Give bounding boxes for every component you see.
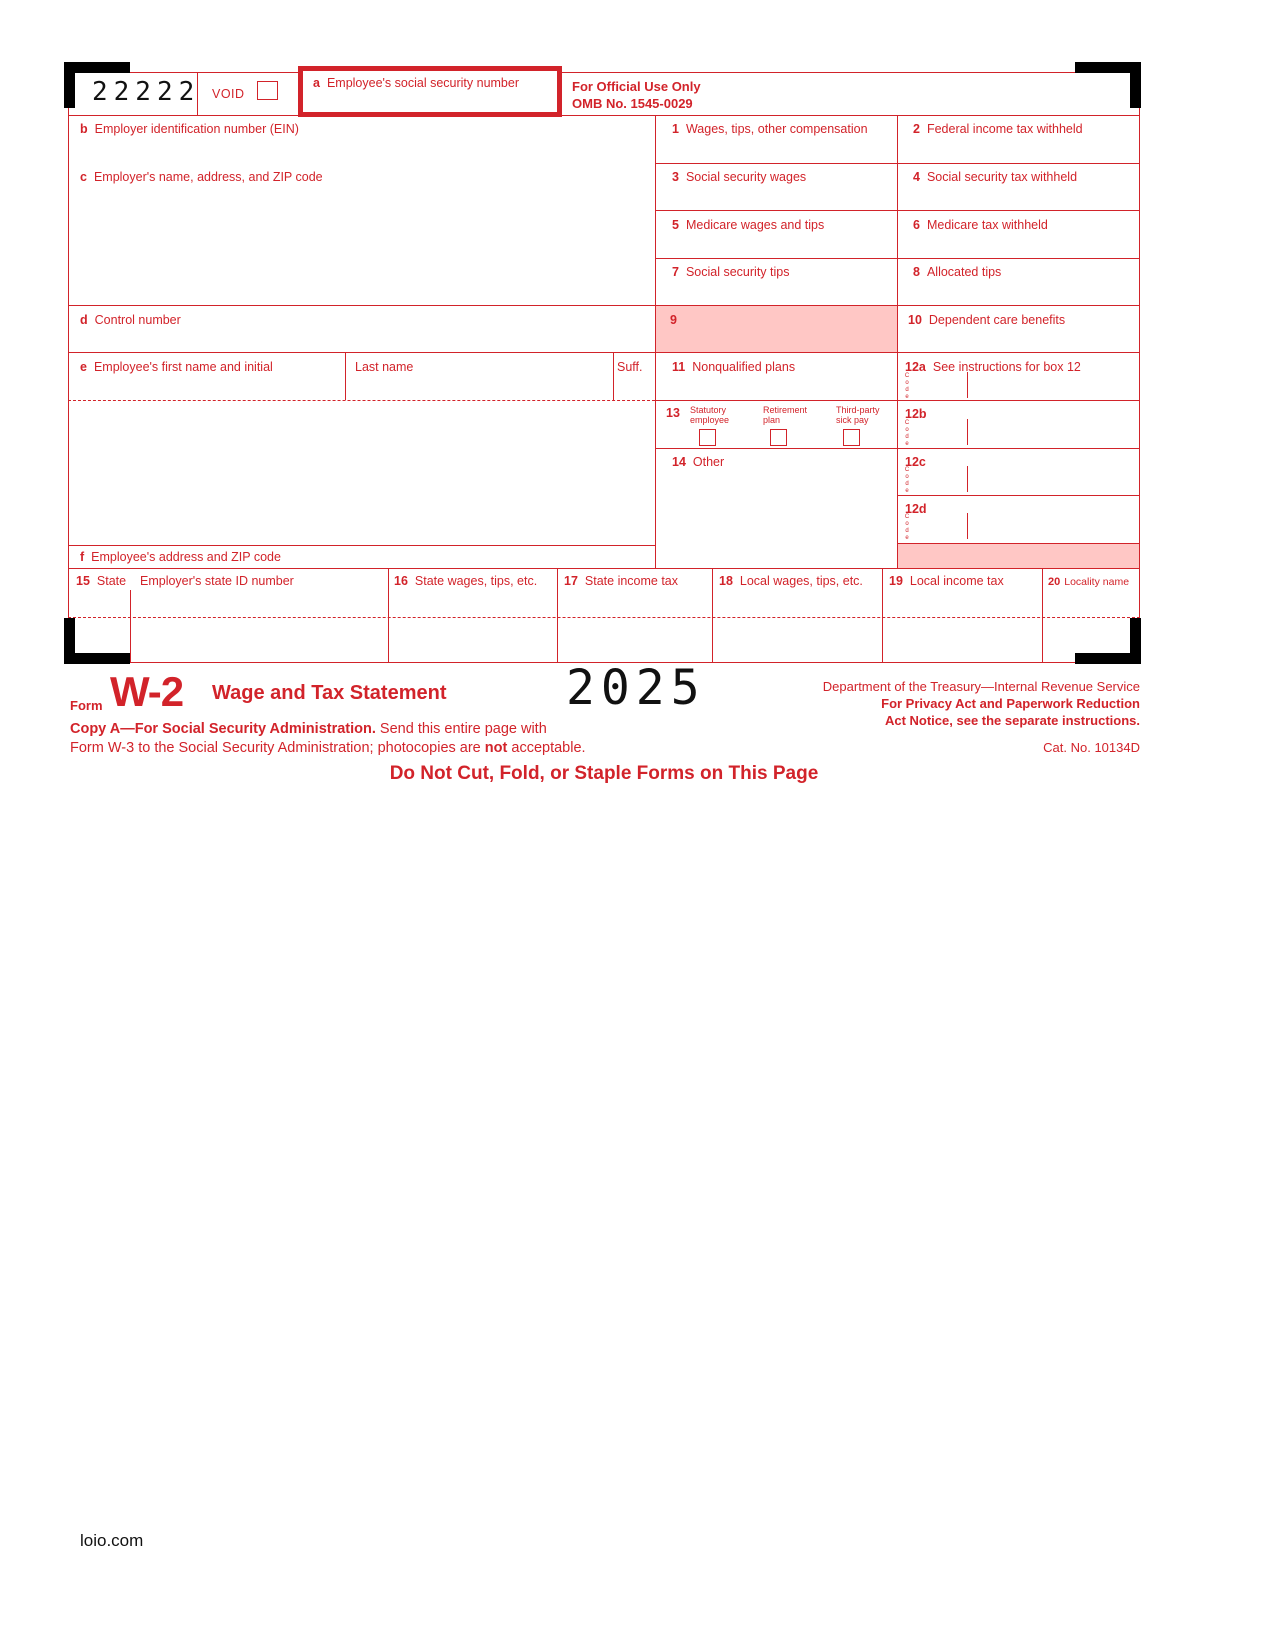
box11-label: 11 Nonqualified plans [672,360,796,374]
box12b-code-divider [967,419,968,445]
box12d-label: 12d [905,502,927,516]
box-e-label: e Employee's first name and initial [80,360,273,374]
divider [68,115,1140,116]
box19-label: 19 Local income tax [889,574,1004,588]
divider [897,115,898,568]
divider [68,305,1140,306]
divider [882,568,883,663]
box5-label: 5 Medicare wages and tips [672,218,825,232]
box12a-label: 12a See instructions for box 12 [905,360,1081,374]
do-not-cut-warning: Do Not Cut, Fold, or Staple Forms on This Page [389,763,819,784]
box12d-code-label: Code [904,514,910,542]
copy-a-line2: Form W-3 to the Social Security Administration; photocopies are not acceptable. [70,740,586,756]
third-party-sick-pay-label: Third-party sick pay [836,405,880,425]
divider [613,352,614,400]
divider [655,400,1140,401]
box15-label: 15 State [76,574,127,588]
form-title: Wage and Tax Statement [212,682,447,704]
box12c-label: 12c [905,455,926,469]
box-a-ssn [298,66,562,117]
tax-year: 2025 [566,660,706,716]
box7-label: 7 Social security tips [672,265,790,279]
box-a-letter: a [313,76,320,90]
box-b-label: b Employer identification number (EIN) [80,122,299,136]
corner-registration-mark [1075,62,1141,108]
box12a-code-divider [967,372,968,398]
retirement-plan-checkbox[interactable] [770,429,787,446]
official-use-block [572,78,701,112]
divider [655,115,656,568]
divider [897,495,1140,496]
box1-label: 1 Wages, tips, other compensation [672,122,868,136]
box12d-code-divider [967,513,968,539]
divider [388,568,389,663]
official-use-line1: For Official Use Only [572,79,701,94]
statutory-employee-checkbox[interactable] [699,429,716,446]
divider [68,352,1140,353]
suffix-label: Suff. [617,360,643,374]
divider [557,568,558,663]
divider [68,400,655,401]
box20-label: 20 Locality name [1048,576,1130,588]
box17-label: 17 State income tax [564,574,679,588]
box8-label: 8 Allocated tips [913,265,1002,279]
box16-label: 16 State wages, tips, etc. [394,574,538,588]
form-word: Form [70,698,103,713]
copy-a-line1: Copy A—For Social Security Administration. Send this entire page with [70,721,547,737]
divider [68,617,1140,618]
box6-label: 6 Medicare tax withheld [913,218,1048,232]
box14-label: 14 Other [672,455,725,469]
corner-registration-mark [64,618,130,664]
treasury-line: Department of the Treasury—Internal Revenue Service [822,679,1140,694]
divider [1042,568,1043,663]
divider [655,258,1140,259]
box-d-label: d Control number [80,313,181,327]
divider [345,352,346,400]
copy-a-instructions [70,720,586,758]
omb-number: OMB No. 1545-0029 [572,96,693,111]
divider [897,543,1140,544]
corner-registration-mark [64,62,130,108]
box3-label: 3 Social security wages [672,170,807,184]
retirement-plan-label: Retirement plan [763,405,808,425]
privacy-notice-line2: Act Notice, see the separate instructions. [884,713,1140,728]
site-watermark: loio.com [80,1531,144,1550]
divider [130,590,131,663]
box-f-label: f Employee's address and ZIP code [80,550,281,564]
last-name-label: Last name [355,360,414,374]
box12c-code-label: Code [904,467,910,495]
divider [655,163,1140,164]
form-control-code: 22222 [92,77,201,107]
box2-label: 2 Federal income tax withheld [913,122,1083,136]
void-checkbox[interactable] [257,81,278,100]
box18-label: 18 Local wages, tips, etc. [719,574,863,588]
divider [68,568,1140,569]
box12b-code-label: Code [904,420,910,448]
box12b-label: 12b [905,407,927,421]
divider [712,568,713,663]
divider [68,545,655,546]
box4-label: 4 Social security tax withheld [913,170,1078,184]
form-number: W-2 [110,668,184,715]
catalog-number: Cat. No. 10134D [1043,740,1140,755]
void-label: VOID [212,87,245,101]
third-party-sick-pay-checkbox[interactable] [843,429,860,446]
box-a-label: Employee's social security number [326,76,520,90]
treasury-block [823,678,1140,729]
privacy-notice-line1: For Privacy Act and Paperwork Reduction [881,696,1140,711]
box12c-code-divider [967,466,968,492]
employer-state-id-label: Employer's state ID number [140,574,294,588]
statutory-employee-label: Statutory employee [690,405,730,425]
corner-registration-mark [1075,618,1141,664]
divider [655,448,1140,449]
box12a-code-label: Code [904,373,910,401]
box10-label: 10 Dependent care benefits [908,313,1066,327]
divider [655,210,1140,211]
box9-label: 9 [670,313,677,327]
box13-label: 13 [666,406,680,420]
box-c-label: c Employer's name, address, and ZIP code [80,170,323,184]
